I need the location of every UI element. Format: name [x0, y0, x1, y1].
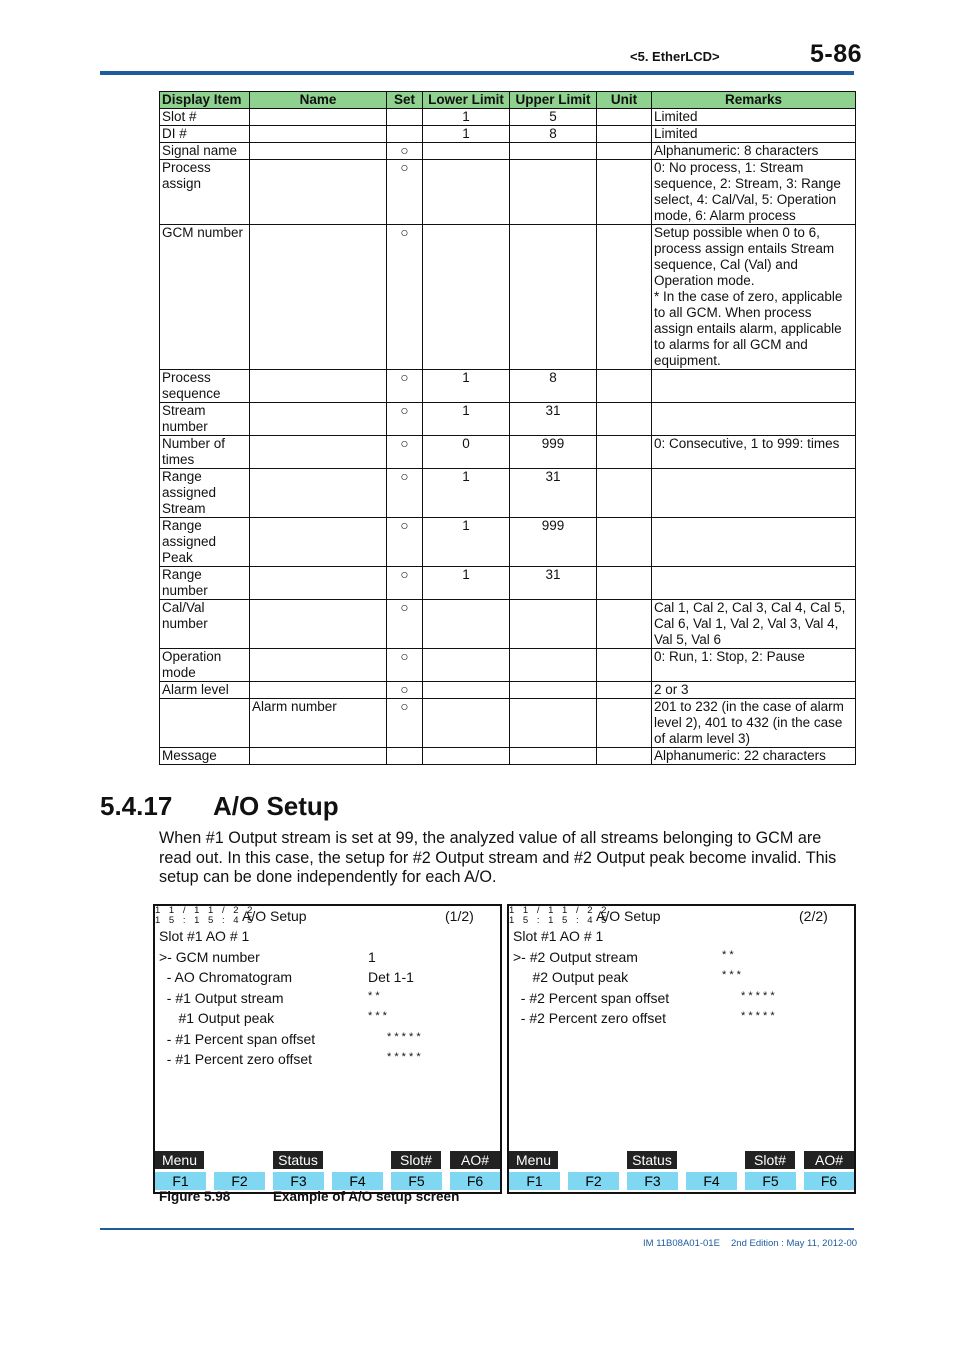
- cell-unit: [597, 126, 652, 143]
- cell-unit: [597, 649, 652, 682]
- cell-remarks: [652, 469, 856, 518]
- cell-lower-limit: 1: [423, 567, 510, 600]
- cell-upper-limit: 31: [510, 469, 597, 518]
- table-body: [160, 109, 856, 765]
- cell-lower-limit: 1: [423, 518, 510, 567]
- cell-remarks: 0: Consecutive, 1 to 999: times: [652, 436, 856, 469]
- cell-remarks: Alphanumeric: 22 characters: [652, 748, 856, 765]
- col-header-lower-limit: Lower Limit: [423, 92, 510, 109]
- lcd-title: A/O Setup: [596, 908, 661, 924]
- cell-remarks: [652, 567, 856, 600]
- cell-name: [250, 518, 387, 567]
- f5-key[interactable]: F5: [745, 1172, 796, 1190]
- cell-set: ○: [387, 370, 423, 403]
- lcd-row-label[interactable]: - #1 Percent span offset: [159, 1031, 316, 1047]
- cell-unit: [597, 160, 652, 225]
- cell-lower-limit: 1: [423, 403, 510, 436]
- cell-set: ○: [387, 649, 423, 682]
- cell-display-item: [160, 699, 250, 748]
- table-row: [160, 403, 856, 436]
- f3-key[interactable]: F3: [273, 1172, 324, 1190]
- cell-upper-limit: [510, 143, 597, 160]
- cell-upper-limit: [510, 600, 597, 649]
- table-row: [160, 143, 856, 160]
- table-header-row: [160, 92, 856, 109]
- lcd-title: A/O Setup: [242, 908, 307, 924]
- cell-lower-limit: [423, 699, 510, 748]
- col-header-display-item: Display Item: [160, 92, 250, 109]
- cell-upper-limit: 31: [510, 403, 597, 436]
- f4-key[interactable]: F4: [332, 1172, 383, 1190]
- cell-display-item: Alarm level: [160, 682, 250, 699]
- lcd-row-label[interactable]: - AO Chromatogram: [159, 969, 293, 985]
- col-header-set: Set: [387, 92, 423, 109]
- cell-unit: [597, 143, 652, 160]
- cell-lower-limit: [423, 143, 510, 160]
- cell-lower-limit: 1: [423, 126, 510, 143]
- table-row: [160, 682, 856, 699]
- lcd-row-value: * * * * *: [387, 1051, 421, 1063]
- slot-softkey[interactable]: Slot#: [745, 1151, 795, 1169]
- lcd-row-value: * * * * *: [387, 1031, 421, 1043]
- page-number: 5-86: [810, 40, 863, 68]
- lcd-slot-line: Slot #1 AO # 1: [513, 928, 604, 944]
- table-row: [160, 748, 856, 765]
- cell-display-item: GCM number: [160, 225, 250, 370]
- table-row: [160, 225, 856, 370]
- col-header-unit: Unit: [597, 92, 652, 109]
- cell-name: [250, 126, 387, 143]
- f6-key[interactable]: F6: [450, 1172, 500, 1190]
- lcd-slot-line: Slot #1 AO # 1: [159, 928, 250, 944]
- header-rule: [100, 71, 854, 75]
- section-heading: [100, 791, 339, 822]
- figure-caption: [159, 1189, 459, 1204]
- cell-unit: [597, 748, 652, 765]
- cell-upper-limit: [510, 682, 597, 699]
- section-body: When #1 Output stream is set at 99, the analyzed value of all streams belonging to GCM are read out. In this case, the setup for #2 Output stream and #2 Output peak become invalid. This setup can be done independently for each A/O.: [159, 829, 837, 886]
- cell-remarks: Alphanumeric: 8 characters: [652, 143, 856, 160]
- lcd-row-label[interactable]: >- #2 Output stream: [513, 949, 638, 965]
- cell-name: [250, 109, 387, 126]
- f4-key[interactable]: F4: [686, 1172, 737, 1190]
- lcd-row-value: * * * * *: [741, 1010, 775, 1022]
- cell-display-item: Range assigned Stream: [160, 469, 250, 518]
- f1-key[interactable]: F1: [155, 1172, 206, 1190]
- lcd-row-value: * * *: [722, 969, 741, 981]
- cell-lower-limit: [423, 225, 510, 370]
- cell-set: ○: [387, 567, 423, 600]
- cell-display-item: Stream number: [160, 403, 250, 436]
- cell-remarks: [652, 518, 856, 567]
- footer-doc-number: IM 11B08A01-01E: [643, 1238, 720, 1249]
- lcd-time: 1 5 : 1 5 : 4 5: [155, 915, 256, 926]
- footer-edition: 2nd Edition : May 11, 2012-00: [731, 1238, 858, 1249]
- cell-name: [250, 649, 387, 682]
- lcd-row-label[interactable]: >- GCM number: [159, 949, 260, 965]
- cell-remarks: Setup possible when 0 to 6, process assign entails Stream sequence, Cal (Val) and Operation mode. * In the case of zero, applicable to all GCM. When process assign entails alarm, applicable to alarms for all GCM and equipment.: [652, 225, 856, 370]
- cell-name: [250, 370, 387, 403]
- cell-remarks: 0: Run, 1: Stop, 2: Pause: [652, 649, 856, 682]
- cell-set: [387, 126, 423, 143]
- cell-remarks: [652, 370, 856, 403]
- cell-upper-limit: 999: [510, 518, 597, 567]
- cell-display-item: Signal name: [160, 143, 250, 160]
- cell-display-item: Message: [160, 748, 250, 765]
- figure-label: Figure 5.98: [159, 1189, 231, 1204]
- cell-upper-limit: 5: [510, 109, 597, 126]
- section-number: 5.4.17: [100, 791, 173, 821]
- cell-set: ○: [387, 682, 423, 699]
- cell-name: [250, 682, 387, 699]
- cell-remarks: [652, 403, 856, 436]
- cell-unit: [597, 436, 652, 469]
- menu-softkey[interactable]: Menu: [155, 1151, 204, 1169]
- status-softkey[interactable]: Status: [273, 1151, 323, 1169]
- f6-key[interactable]: F6: [804, 1172, 854, 1190]
- table-row: [160, 160, 856, 225]
- cell-upper-limit: 999: [510, 436, 597, 469]
- cell-name: [250, 143, 387, 160]
- lcd-screen-page-1: [153, 904, 502, 1194]
- table-row: [160, 469, 856, 518]
- cell-name: [250, 403, 387, 436]
- cell-display-item: DI #: [160, 126, 250, 143]
- table-row: [160, 600, 856, 649]
- chapter-label: <5. EtherLCD>: [630, 49, 720, 64]
- lcd-row-value: * * *: [368, 1010, 387, 1022]
- col-header-name: Name: [250, 92, 387, 109]
- cell-name: [250, 436, 387, 469]
- cell-lower-limit: [423, 649, 510, 682]
- lcd-date: 1 1 / 1 1 / 2 2: [155, 905, 256, 916]
- f2-key[interactable]: F2: [214, 1172, 265, 1190]
- table-row: [160, 370, 856, 403]
- table-row: [160, 126, 856, 143]
- lcd-row-value: * *: [368, 990, 380, 1002]
- cell-remarks: Limited: [652, 126, 856, 143]
- cell-display-item: Number of times: [160, 436, 250, 469]
- cell-lower-limit: 1: [423, 370, 510, 403]
- footer-rule: [100, 1228, 854, 1230]
- cell-unit: [597, 567, 652, 600]
- cell-unit: [597, 403, 652, 436]
- cell-upper-limit: 31: [510, 567, 597, 600]
- lcd-row-value: 1: [368, 949, 376, 965]
- cell-remarks: 2 or 3: [652, 682, 856, 699]
- lcd-row-value: * * * * *: [741, 990, 775, 1002]
- table-row: [160, 109, 856, 126]
- ao-softkey[interactable]: AO#: [450, 1151, 500, 1169]
- cell-unit: [597, 109, 652, 126]
- cell-unit: [597, 469, 652, 518]
- cell-set: ○: [387, 160, 423, 225]
- cell-upper-limit: 8: [510, 370, 597, 403]
- cell-set: ○: [387, 403, 423, 436]
- f2-key[interactable]: F2: [568, 1172, 619, 1190]
- cell-unit: [597, 518, 652, 567]
- cell-name: [250, 567, 387, 600]
- cell-lower-limit: [423, 600, 510, 649]
- menu-softkey[interactable]: Menu: [509, 1151, 558, 1169]
- table-row: [160, 518, 856, 567]
- function-key-row: [509, 1172, 854, 1190]
- cell-lower-limit: 1: [423, 469, 510, 518]
- softkey-row: [509, 1151, 854, 1169]
- cell-upper-limit: [510, 160, 597, 225]
- f1-key[interactable]: F1: [509, 1172, 560, 1190]
- cell-display-item: Range number: [160, 567, 250, 600]
- status-softkey[interactable]: Status: [627, 1151, 677, 1169]
- cell-set: ○: [387, 600, 423, 649]
- table-row: [160, 436, 856, 469]
- table-row: [160, 649, 856, 682]
- cell-display-item: Process sequence: [160, 370, 250, 403]
- cell-name: Alarm number: [250, 699, 387, 748]
- lcd-row-label[interactable]: - #2 Percent zero offset: [513, 1010, 667, 1026]
- cell-display-item: Slot #: [160, 109, 250, 126]
- cell-lower-limit: [423, 160, 510, 225]
- cell-unit: [597, 600, 652, 649]
- cell-lower-limit: [423, 682, 510, 699]
- ao-softkey[interactable]: AO#: [804, 1151, 854, 1169]
- f3-key[interactable]: F3: [627, 1172, 678, 1190]
- f5-key[interactable]: F5: [391, 1172, 442, 1190]
- lcd-page-indicator: (2/2): [799, 908, 828, 924]
- cell-upper-limit: [510, 748, 597, 765]
- softkey-row: [155, 1151, 500, 1169]
- cell-unit: [597, 370, 652, 403]
- cell-remarks: Limited: [652, 109, 856, 126]
- lcd-page-indicator: (1/2): [445, 908, 474, 924]
- cell-display-item: Range assigned Peak: [160, 518, 250, 567]
- cell-name: [250, 600, 387, 649]
- cell-set: ○: [387, 518, 423, 567]
- cell-upper-limit: [510, 649, 597, 682]
- lcd-row-value: Det 1-1: [368, 969, 414, 985]
- cell-lower-limit: [423, 748, 510, 765]
- cell-lower-limit: 1: [423, 109, 510, 126]
- cell-display-item: Operation mode: [160, 649, 250, 682]
- lcd-row-value: * *: [722, 949, 734, 961]
- cell-set: [387, 109, 423, 126]
- cell-unit: [597, 682, 652, 699]
- cell-name: [250, 469, 387, 518]
- parameter-table: [159, 91, 856, 765]
- lcd-row-label[interactable]: #2 Output peak: [513, 969, 629, 985]
- cell-set: ○: [387, 143, 423, 160]
- lcd-row-label[interactable]: - #1 Output stream: [159, 990, 284, 1006]
- table-row: [160, 567, 856, 600]
- lcd-time: 1 5 : 1 5 : 4 5: [509, 915, 610, 926]
- col-header-remarks: Remarks: [652, 92, 856, 109]
- cell-name: [250, 748, 387, 765]
- lcd-screen-page-2: [507, 904, 856, 1194]
- lcd-date: 1 1 / 1 1 / 2 2: [509, 905, 610, 916]
- figure-title: Example of A/O setup screen: [273, 1189, 460, 1204]
- col-header-upper-limit: Upper Limit: [510, 92, 597, 109]
- cell-unit: [597, 225, 652, 370]
- section-title: A/O Setup: [213, 791, 339, 821]
- cell-set: ○: [387, 225, 423, 370]
- cell-remarks: Cal 1, Cal 2, Cal 3, Cal 4, Cal 5, Cal 6, Val 1, Val 2, Val 3, Val 4, Val 5, Val 6: [652, 600, 856, 649]
- function-key-row: [155, 1172, 500, 1190]
- cell-set: ○: [387, 469, 423, 518]
- cell-remarks: 201 to 232 (in the case of alarm level 2), 401 to 432 (in the case of alarm level 3): [652, 699, 856, 748]
- lcd-row-label[interactable]: - #2 Percent span offset: [513, 990, 670, 1006]
- cell-upper-limit: 8: [510, 126, 597, 143]
- lcd-row-label[interactable]: #1 Output peak: [159, 1010, 275, 1026]
- cell-remarks: 0: No process, 1: Stream sequence, 2: Stream, 3: Range select, 4: Cal/Val, 5: Operation mode, 6: Alarm process: [652, 160, 856, 225]
- cell-set: ○: [387, 699, 423, 748]
- cell-lower-limit: 0: [423, 436, 510, 469]
- cell-set: ○: [387, 436, 423, 469]
- cell-set: [387, 748, 423, 765]
- slot-softkey[interactable]: Slot#: [391, 1151, 441, 1169]
- cell-upper-limit: [510, 225, 597, 370]
- table-row: [160, 699, 856, 748]
- cell-display-item: Cal/Val number: [160, 600, 250, 649]
- cell-display-item: Process assign: [160, 160, 250, 225]
- cell-upper-limit: [510, 699, 597, 748]
- cell-unit: [597, 699, 652, 748]
- lcd-row-label[interactable]: - #1 Percent zero offset: [159, 1051, 313, 1067]
- cell-name: [250, 160, 387, 225]
- cell-name: [250, 225, 387, 370]
